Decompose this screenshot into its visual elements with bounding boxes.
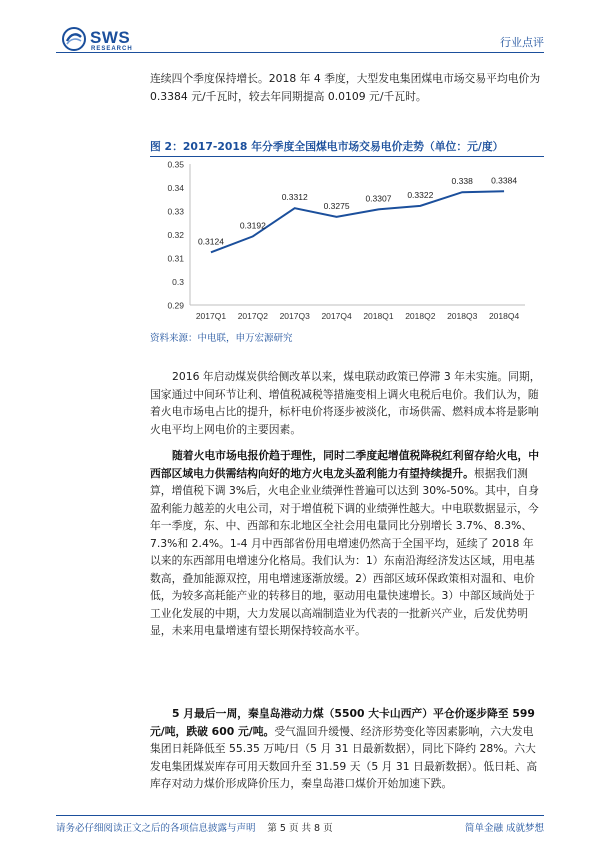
figure-divider [150, 156, 544, 157]
figure-source: 资料来源：中电联，申万宏源研究 [150, 333, 293, 344]
data-label: 0.3384 [491, 175, 518, 186]
section-tag: 行业点评 [500, 36, 544, 49]
x-tick-label: 2018Q4 [488, 311, 520, 321]
y-tick-label: 0.3 [172, 277, 184, 287]
paragraph-3-body: 受气温回升缓慢、经济形势变化等因素影响，六大发电集团日耗降低至 55.35 万吨/日（5 月 31 日最新数据），同比下降约 28%。六大发电集团煤炭库存可用天数回升至 31.59 天（5 月 31 日最新数据）。低日耗、高库存对动力煤价形成降价压力，秦皇岛港口煤价开始加速下跌。 [150, 724, 538, 790]
x-tick-label: 2017Q2 [237, 311, 268, 321]
paragraph-1: 2016 年启动煤炭供给侧改革以来，煤电联动政策已停滞 3 年未实施。同期，国家通过中间环节让利、增值税减税等措施变相上调火电税后电价。我们认为，随着火电市场电占比的提升，标杆电价将逐步被淡化，市场供需、燃料成本将是影响火电平均上网电价的主要因素。 [150, 370, 541, 436]
paragraph-3 [150, 705, 544, 793]
x-tick-label: 2018Q1 [363, 311, 394, 321]
sws-logo-mark-icon [62, 27, 86, 51]
logo-subtext: RESEARCH [91, 46, 133, 52]
x-tick-label: 2017Q4 [321, 311, 352, 321]
x-tick-label: 2018Q3 [447, 311, 478, 321]
paragraph-3-lead: 5 月最后一周，秦皇岛港动力煤（5500 大卡山西产）平仓价逐步降至 599 元/吨，跌破 600 元/吨。 [150, 707, 535, 738]
paragraph-2 [150, 447, 544, 640]
sws-logo [62, 27, 144, 53]
y-tick-label: 0.33 [167, 206, 184, 217]
header-divider [56, 52, 544, 53]
data-label: 0.3307 [365, 193, 392, 204]
paragraph-2-lead: 随着火电市场电报价趋于理性，同时二季度起增值税降税红利留存给火电，中西部区域电力供需结构向好的地方火电龙头盈利能力有望持续提升。 [150, 449, 540, 480]
x-tick-label: 2017Q1 [195, 311, 227, 321]
data-label: 0.3192 [239, 220, 266, 231]
x-tick-label: 2018Q2 [405, 311, 436, 321]
data-label: 0.338 [451, 176, 473, 187]
figure-title: 图 2：2017-2018 年分季度全国煤电市场交易电价走势（单位：元/度） [150, 140, 504, 153]
y-tick-label: 0.29 [167, 300, 184, 311]
footer-divider [56, 815, 544, 816]
y-tick-label: 0.35 [167, 159, 184, 170]
intro-paragraph: 连续四个季度保持增长。2018 年 4 季度，大型发电集团煤电市场交易平均电价为 0.3384 元/千瓦时，较去年同期提高 0.0109 元/千瓦时。 [150, 72, 541, 103]
y-tick-label: 0.32 [167, 230, 184, 240]
logo-text: SWS [90, 28, 131, 47]
footer-disclaimer: 请务必仔细阅读正文之后的各项信息披露与声明 [56, 823, 256, 834]
data-label: 0.3322 [407, 189, 434, 200]
x-tick-label: 2017Q3 [279, 311, 310, 321]
data-label: 0.3275 [323, 200, 350, 211]
price-trend-chart [150, 158, 544, 328]
y-tick-label: 0.34 [167, 183, 184, 193]
footer-slogan: 简单金融 成就梦想 [464, 823, 544, 834]
data-label: 0.3124 [197, 236, 224, 247]
footer-page-number: 第 5 页 共 8 页 [267, 823, 333, 834]
data-label: 0.3312 [281, 192, 308, 203]
paragraph-2-body: 根据我们测算，增值税下调 3%后，火电企业业绩弹性普遍可以达到 30%-50%。其中，自身盈利能力越差的火电公司，对于增值税下调的业绩弹性越大。中电联数据显示，今年一季度，东、中、西部和东北地区全社会用电量同比分别增长 3.7%、8.3%、7.3%和 2.4%。1-4 月中西部省份用电增速仍然高于全国平均，延续了 2018 年以来的东西部用电增速分化格局。我们认为：1）东南沿海经济发达区域，用电基数高，叠加能源双控，用电增速逐渐放缓。2）西部区域环保政策相对温和、电价低，为较多高耗能产业的转移目的地，驱动用电量快速增长。3）中部区域尚处于工业化发展的中期，大力发展以高端制造业为代表的一批新兴产业，后发优势明显，未来用电量增速有望长期保持较高水平。 [150, 466, 539, 637]
y-tick-label: 0.31 [167, 253, 184, 264]
